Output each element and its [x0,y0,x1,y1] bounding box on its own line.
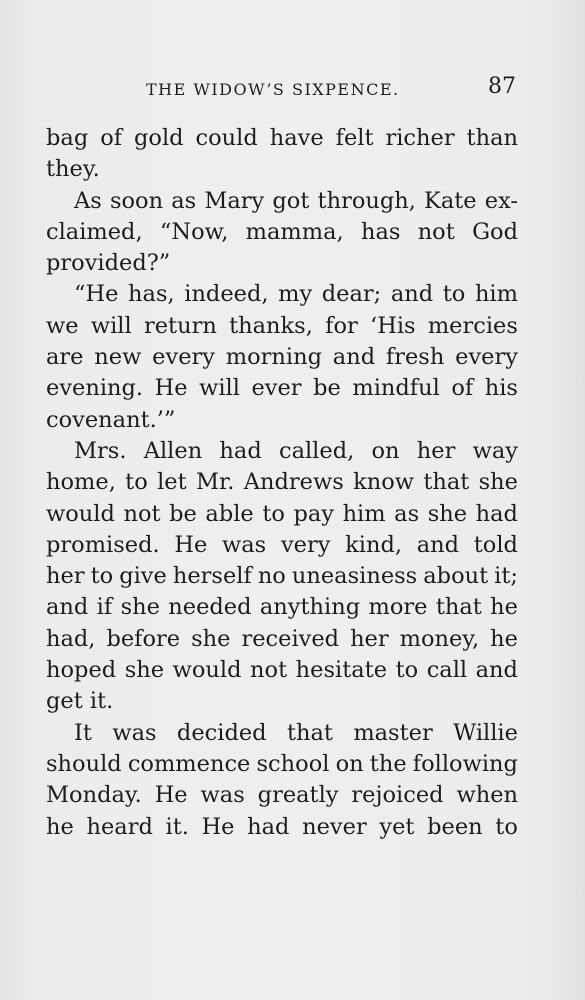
word: about [423,563,489,590]
word: it. [89,688,114,715]
word: the [369,750,407,777]
word: He [154,375,188,402]
word: Mrs. [74,437,127,464]
word: be [169,500,197,527]
word: as [171,187,197,214]
word: had [475,500,518,527]
word: are [46,344,84,371]
text-line [46,373,518,404]
word: not [417,218,455,245]
word: they. [46,156,100,183]
word: he [46,813,74,840]
word: heard [86,813,153,840]
word: not [250,657,288,684]
word: He [174,531,208,558]
word: very [280,531,331,558]
word: thanks, [229,312,313,339]
word: needed [168,594,252,621]
word: give [119,563,167,590]
word: him [474,281,518,308]
word: He [201,813,235,840]
word: and [46,594,89,621]
word: told [473,531,518,558]
word: “He [74,281,119,308]
text-line [46,812,518,843]
word: when [456,782,518,809]
word: to [125,469,148,496]
word: commence [127,750,251,777]
word: master [353,719,433,746]
word: call [426,657,468,684]
word: that [423,469,470,496]
word: know [353,469,415,496]
word: following [412,750,518,777]
word: on [335,750,364,777]
word: kind, [345,531,403,558]
word: if [96,594,113,621]
word: money, [399,625,480,652]
word: my [278,281,313,308]
text-line [46,311,518,342]
word: promised. [46,531,160,558]
word: her [350,625,389,652]
word: “Now, [159,218,229,245]
word: got [272,187,310,214]
word: mindful [352,375,440,402]
word: no [257,563,286,590]
word: every [152,344,215,371]
word: that [286,719,333,746]
word: to [90,563,114,590]
word: had [219,437,262,464]
word: morning [225,344,322,371]
word: Monday. [46,782,142,809]
word: covenant.’” [46,406,176,433]
word: have [269,125,324,151]
word: hesitate [295,657,388,684]
word: was [112,719,157,746]
word: will [90,312,132,339]
text-line [46,342,518,373]
word: and [475,657,518,684]
text-line [46,467,518,498]
text-line [46,530,518,561]
word: get [46,688,83,715]
text-line [46,248,518,279]
word: home, [46,469,116,496]
word: decided [176,719,267,746]
text-line [46,405,518,436]
word: claimed, [46,218,143,245]
word: provided?” [46,250,171,277]
text-line [46,686,518,717]
word: her [46,563,85,590]
word: school [256,750,330,777]
word: not [123,500,161,527]
word: would [172,657,242,684]
word: anything [259,594,361,621]
word: before [106,625,181,652]
text-line [46,655,518,686]
body-text [46,123,518,843]
text-line [46,279,518,310]
word: on [371,437,400,464]
word: God [472,218,518,245]
word: indeed, [184,281,269,308]
word: was [200,782,245,809]
word: than [466,125,518,151]
word: uneasiness [291,563,418,590]
page-number: 87 [488,74,516,99]
word: of [100,125,123,151]
word: to [262,500,285,527]
word: of [451,375,474,402]
word: mercies [427,312,518,339]
text-line [46,436,518,467]
text-line [46,561,518,592]
word: new [94,344,142,371]
word: we [46,312,79,339]
word: he [490,594,518,621]
word: gold [134,125,184,151]
word: fresh [385,344,445,371]
word: for [325,312,358,339]
word: been [427,813,483,840]
word: she [478,469,518,496]
word: would [46,500,115,527]
word: ex- [484,187,518,214]
word: be [313,375,341,402]
word: soon [109,187,164,214]
word: it. [165,813,189,840]
text-line [46,123,518,154]
word: had [247,813,290,840]
word: received [241,625,340,652]
word: his [484,375,518,402]
word: hoped [46,657,117,684]
text-line [46,592,518,623]
word: could [195,125,258,151]
word: ever [251,375,302,402]
word: she [427,500,468,527]
word: yet [379,813,415,840]
word: to [495,813,518,840]
word: herself [172,563,252,590]
word: Mary [204,187,265,214]
word: Allen [143,437,203,464]
word: mamma, [245,218,344,245]
word: called, [278,437,355,464]
word: has, [128,281,175,308]
word: greatly [257,782,339,809]
word: rejoiced [351,782,444,809]
word: let [157,469,187,496]
text-line [46,154,518,185]
word: every [455,344,518,371]
word: richer [385,125,455,151]
word: her [416,437,456,464]
word: way [472,437,518,464]
word: him [342,500,386,527]
word: bag [46,125,89,151]
word: it; [494,563,518,590]
word: never [302,813,367,840]
word: pay [293,500,334,527]
word: that [435,594,482,621]
word: she [120,594,160,621]
word: had, [46,625,96,652]
word: He [154,782,188,809]
word: to [442,281,466,308]
text-line [46,718,518,749]
word: he [490,625,518,652]
word: should [46,750,122,777]
word: felt [335,125,374,151]
word: she [191,625,231,652]
word: more [368,594,428,621]
word: and [390,281,434,308]
word: and [332,344,376,371]
word: Willie [453,719,518,746]
word: return [143,312,217,339]
word: dear; [321,281,382,308]
word: through, [317,187,416,214]
word: As [74,187,102,214]
word: able [205,500,254,527]
word: Andrews [243,469,344,496]
word: has [360,218,401,245]
text-line [46,780,518,811]
word: and [416,531,460,558]
word: she [124,657,165,684]
text-line [46,499,518,530]
text-line [46,749,518,780]
text-line [46,217,518,248]
running-head [46,76,518,102]
word: to [395,657,419,684]
word: was [222,531,267,558]
word: as [394,500,420,527]
text-line [46,186,518,217]
word: It [74,719,92,746]
word: evening. [46,375,144,402]
text-line [46,624,518,655]
word: Kate [424,187,477,214]
word: ‘His [370,312,416,339]
word: will [199,375,240,402]
word: Mr. [195,469,235,496]
running-head-title: THE WIDOW’S SIXPENCE. [146,80,400,99]
